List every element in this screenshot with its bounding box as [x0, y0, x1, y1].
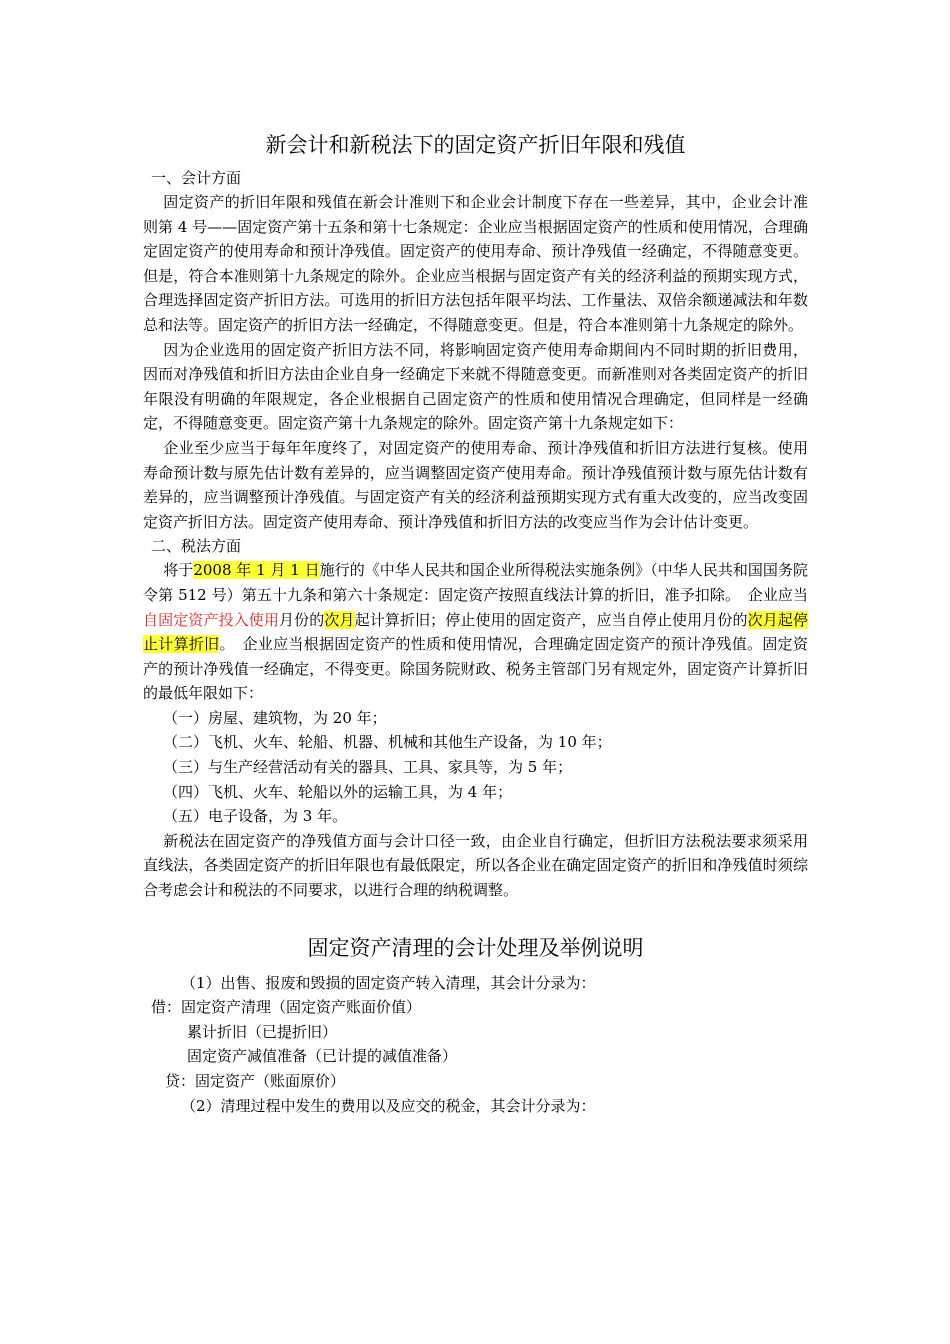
text-run: 将于: [163, 561, 194, 580]
depreciation-item: （二）飞机、火车、轮船、机器、机械和其他生产设备，为 10 年；: [163, 733, 612, 752]
highlighted-text: 次月: [324, 610, 355, 629]
text-run: 月份的: [279, 610, 325, 629]
depreciation-item: （一）房屋、建筑物，为 20 年；: [163, 708, 387, 727]
accounting-paragraph-3: 企业至少应当于每年年度终了，对固定资产的使用寿命、预计净残值和折旧方法进行复核。使用寿命预计数与原先估计数有差异的，应当调整固定资产使用寿命。预计净残值预计数与原先估计数有差异的，应当调整预计净残值。与固定资产有关的经济利益预期实现方式有重大改变的，应当改变固定资产折旧方法。固定资产使用寿命、预计净残值和折旧方法的改变应当作为会计估计变更。: [143, 438, 808, 531]
accounting-paragraph-2: 因为企业选用的固定资产折旧方法不同，将影响固定资产使用寿命期间内不同时期的折旧费用，因而对净残值和折旧方法由企业自身一经确定下来就不得随意变更。而新准则对各类固定资产的折旧年限没有明确的年限规定，各企业根据自己固定资产的性质和使用情况合理确定，但同样是一经确定，不得随意变更。固定资产第十九条规定的除外。固定资产第十九条规定如下：: [143, 340, 808, 433]
depreciation-item: （五）电子设备，为 3 年。: [163, 807, 348, 826]
tax-paragraph-2: 新税法在固定资产的净残值方面与会计口径一致，由企业自行确定，但折旧方法税法要求须采用直线法，各类固定资产的折旧年限也有最低限定，所以各企业在确定固定资产的折旧和净残值时须综合考虑会计和税法的不同要求，以进行合理的纳税调整。: [143, 831, 808, 900]
depreciation-item: （四）飞机、火车、轮船以外的运输工具，为 4 年；: [163, 782, 513, 801]
entry-2-heading: （2）清理过程中发生的费用以及应交的税金，其会计分录为：: [181, 1096, 596, 1115]
red-text: 自固定资产投入使用: [143, 610, 280, 629]
entry-1-credit: 贷：固定资产（账面原价）: [165, 1072, 346, 1090]
depreciation-item: （三）与生产经营活动有关的器具、工具、家具等，为 5 年；: [163, 758, 573, 777]
section-title-disposal: 固定资产清理的会计处理及举例说明: [307, 935, 644, 960]
highlighted-text: 次月起停止计算折旧: [143, 610, 808, 654]
text-run: 起计算折旧；停止使用的固定资产，应当自停止使用月份的: [354, 610, 748, 629]
entry-1-debit-line: 固定资产减值准备（已计提的减值准备）: [187, 1047, 458, 1066]
document-title: 新会计和新税法下的固定资产折旧年限和残值: [265, 133, 686, 157]
highlighted-date: 2008 年 1 月 1 日: [193, 561, 320, 580]
text-run: 施行的《中华人民共和国企业所得税法实施条例》（中华人民共和国国务院令第 512 号）第五十九条和第六十条规定：固定资产按照直线法计算的折旧，准予扣除。 企业应当: [143, 561, 808, 604]
document-page: [143, 130, 808, 1118]
tax-paragraph-1: [143, 558, 808, 706]
entry-1-heading: （1）出售、报废和毁损的固定资产转入清理，其会计分录为：: [181, 973, 596, 992]
entry-1-debit-line: 累计折旧（已提折旧）: [187, 1022, 338, 1041]
section-heading-accounting: 一、会计方面: [151, 169, 242, 187]
accounting-paragraph-1: 固定资产的折旧年限和残值在新会计准则下和企业会计制度下存在一些差异，其中，企业会计准则第 4 号——固定资产第十五条和第十七条规定：企业应当根据固定资产的性质和使用情况，合理确定固定资产的使用寿命和预计净残值。固定资产的使用寿命、预计净残值一经确定，不得随意变更。但是，符合本准则第十九条规定的除外。企业应当根据与固定资产有关的经济利益的预期实现方式，合理选择固定资产折旧方法。可选用的折旧方法包括年限平均法、工作量法、双倍余额递减法和年数总和法等。固定资产的折旧方法一经确定，不得随意变更。但是，符合本准则第十九条规定的除外。: [143, 193, 808, 334]
section-heading-tax: 二、税法方面: [151, 537, 242, 556]
entry-1-debit: 借：固定资产清理（固定资产账面价值）: [151, 998, 422, 1017]
text-run: 。 企业应当根据固定资产的性质和使用情况，合理确定固定资产的预计净残值。固定资产的预计净残值一经确定，不得变更。除国务院财政、税务主管部门另有规定外，固定资产计算折旧的最低年限如下：: [143, 635, 808, 703]
